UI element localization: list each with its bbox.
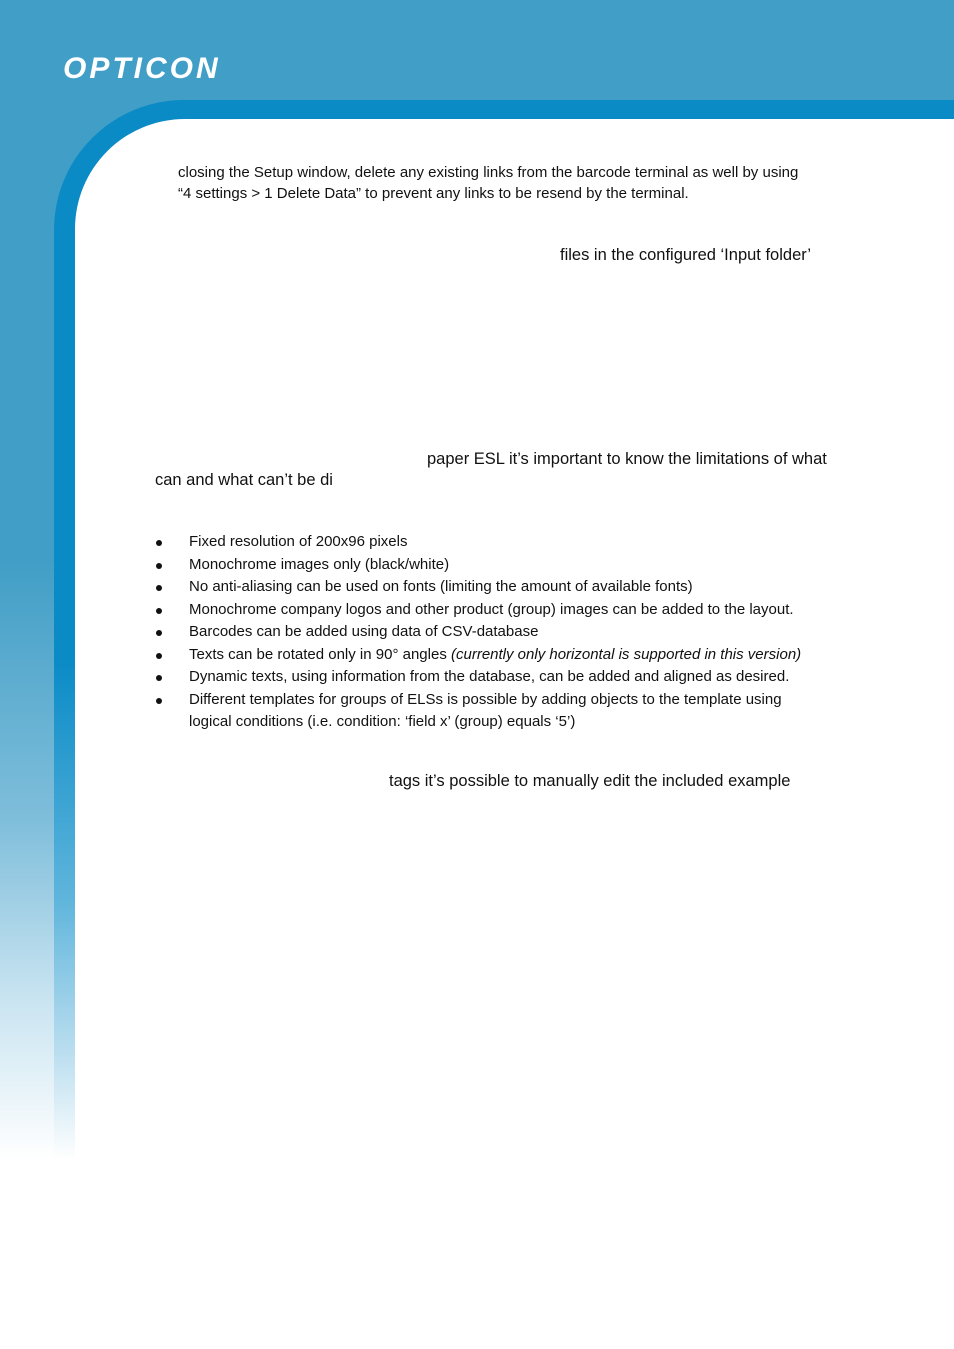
opticon-logo: [63, 52, 303, 82]
list-item-italic-note: (currently only horizontal is supported in this version): [451, 645, 802, 663]
list-item: [155, 531, 935, 554]
content-panel: [75, 119, 954, 1349]
list-item-text: Different templates for groups of ELSs is possible by adding objects to the template using: [189, 690, 782, 708]
list-item: [155, 554, 935, 577]
bullet-icon: [156, 608, 162, 614]
bullet-icon: [156, 540, 162, 546]
list-item: [155, 644, 935, 667]
logo-wordmark: OPTICON: [63, 52, 221, 82]
paragraph-2-line-2: can and what can’t be di: [155, 471, 333, 489]
list-item-text: Monochrome company logos and other product (group) images can be added to the layout.: [189, 600, 794, 618]
list-item: [155, 576, 935, 599]
list-item-text: Barcodes can be added using data of CSV-database: [189, 623, 539, 640]
tags-fragment: tags it’s possible to manually edit the included example: [389, 772, 791, 790]
bullet-icon: [156, 653, 162, 659]
list-item: [155, 621, 935, 644]
list-item-text: Fixed resolution of 200x96 pixels: [189, 533, 408, 550]
paragraph-1-line-1: closing the Setup window, delete any existing links from the barcode terminal as well by using: [178, 164, 799, 181]
limitations-list: [155, 531, 935, 734]
bullet-icon: [156, 675, 162, 681]
bullet-icon: [156, 698, 162, 704]
paragraph-1-line-2: “4 settings > 1 Delete Data” to prevent any links to be resend by the terminal.: [178, 185, 689, 202]
list-item: [155, 689, 935, 734]
list-item-text: Monochrome images only (black/white): [189, 555, 450, 573]
list-item-continuation: logical conditions (i.e. condition: ‘field x’ (group) equals ‘5’): [189, 713, 576, 730]
bullet-icon: [156, 585, 162, 591]
list-item-text: No anti-aliasing can be used on fonts (limiting the amount of available fonts): [189, 578, 693, 595]
paragraph-2-line-1: paper ESL it’s important to know the limitations of what: [427, 450, 827, 468]
list-item: [155, 666, 935, 689]
input-folder-fragment: files in the configured ‘Input folder’: [560, 246, 812, 264]
bullet-icon: [156, 563, 162, 569]
list-item-text: Dynamic texts, using information from the database, can be added and aligned as desired.: [189, 668, 790, 685]
list-item-text: Texts can be rotated only in 90° angles: [189, 645, 451, 663]
bullet-icon: [156, 630, 162, 636]
list-item: [155, 599, 935, 622]
